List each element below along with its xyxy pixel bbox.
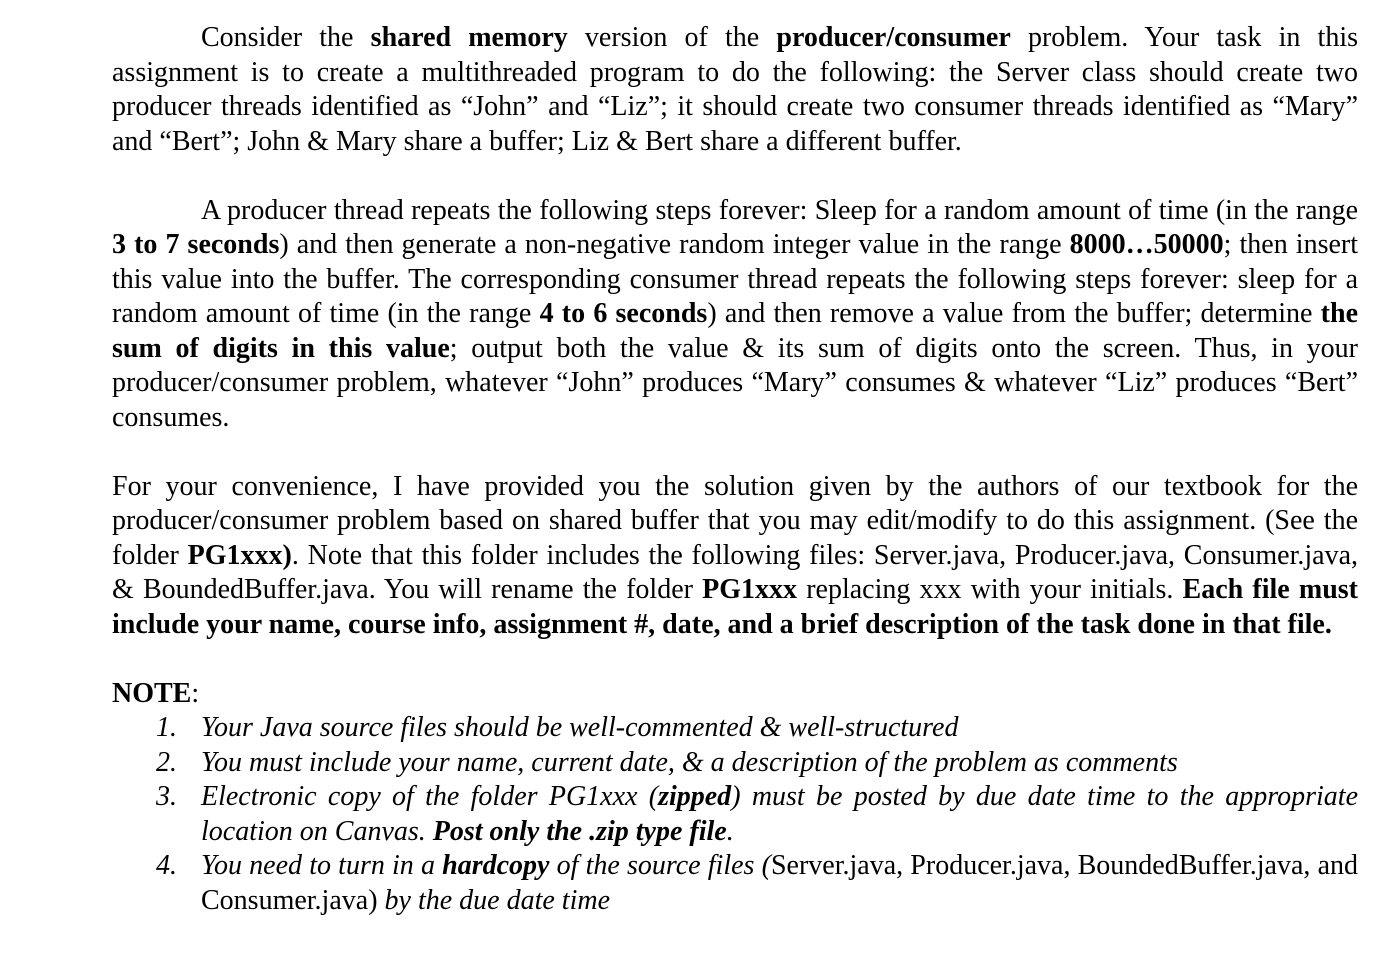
note-item-1 (112, 711, 1358, 746)
text-run: by the due date time (377, 884, 611, 916)
note-item-2 (112, 746, 1358, 781)
paragraph-producer-consumer-steps (112, 194, 1358, 436)
text-run: ) and then remove a value from the buffer; determine (707, 298, 1321, 329)
bold-run: PG1xxx (702, 574, 798, 605)
bold-run: hardcopy (442, 850, 550, 881)
text-run: . (726, 815, 734, 847)
text-run: You need to turn in a (201, 850, 443, 881)
text-run: Consider the (201, 22, 371, 53)
text-run: replacing xxx with your initials. (797, 574, 1183, 605)
text-run: . Note that this folder includes the following files: Server.java, Producer.java, Consumer.java, & BoundedBuffer.java. You will rename the folder (112, 539, 1359, 605)
note-list (112, 711, 1358, 918)
bold-run: 8000…50000 (1069, 229, 1224, 260)
note-heading (112, 677, 1358, 712)
paragraph-spacer (112, 435, 1358, 470)
text-run: problem. Your task in this assignment is to create a multithreaded program to do the following: the Server class should create two producer threads identified as “John” and “Liz”; it should create two consumer threads identified as “Mary” and “Bert”; John & Mary share a buffer; Liz & Bert share a different buffer. (112, 22, 1359, 157)
paragraph-spacer (112, 642, 1358, 677)
bold-run: zipped (658, 781, 732, 812)
list-number: 2. (156, 746, 177, 778)
note-colon: : (191, 677, 200, 709)
note-item-3 (112, 780, 1358, 849)
text-run: You must include your name, current date, & a description of the problem as comments (201, 746, 1178, 778)
text-run: ) must be posted by due date time to the appropriate location on Canvas. (201, 781, 1358, 847)
text-run: Your Java source files should be well-commented & well-structured (201, 712, 959, 743)
bold-run: shared memory (370, 22, 568, 53)
text-run: ; then insert this value into the buffer. The corresponding consumer thread repeats the following steps forever: sleep for a random amount of time (in the range (112, 229, 1358, 329)
list-number: 4. (156, 850, 177, 881)
list-number: 3. (156, 781, 177, 812)
list-number: 1. (156, 712, 177, 743)
paragraph-convenience (112, 470, 1358, 643)
note-title: NOTE (112, 677, 192, 709)
text-run: A producer thread repeats the following steps forever: Sleep for a random amount of time (in the range (201, 194, 1358, 226)
bold-run: 4 to 6 seconds (539, 298, 708, 329)
text-run: version of the (567, 22, 777, 53)
text-run: ) and then generate a non-negative random integer value in the range (279, 229, 1070, 260)
paragraph-spacer (112, 159, 1358, 194)
bold-run: 3 to 7 seconds (112, 229, 280, 260)
bold-run: Post only the .zip type file (432, 815, 727, 847)
upright-run: Server.java, Producer.java, BoundedBuffer.java, and Consumer.java) (201, 850, 1359, 916)
text-run: For your convenience, I have provided you the solution given by the authors of our textbook for the producer/consumer problem based on shared buffer that you may edit/modify to do this assignment. (See the folder (112, 470, 1358, 571)
bold-run: PG1xxx) (187, 539, 292, 571)
text-run: of the source files ( (549, 850, 771, 881)
text-run: Electronic copy of the folder PG1xxx ( (201, 781, 659, 812)
note-item-4 (112, 849, 1358, 918)
bold-run: the sum of digits in this value (112, 298, 1358, 364)
bold-run: Each file must include your name, course info, assignment #, date, and a brief description of the task done in that file. (112, 574, 1358, 640)
document-body (112, 21, 1358, 918)
text-run: ; output both the value & its sum of digits onto the screen. Thus, in your producer/consumer problem, whatever “John” produces “Mary” consumes & whatever “Liz” produces “Bert” consumes. (112, 332, 1358, 433)
paragraph-intro (112, 21, 1358, 159)
bold-run: producer/consumer (776, 22, 1011, 53)
